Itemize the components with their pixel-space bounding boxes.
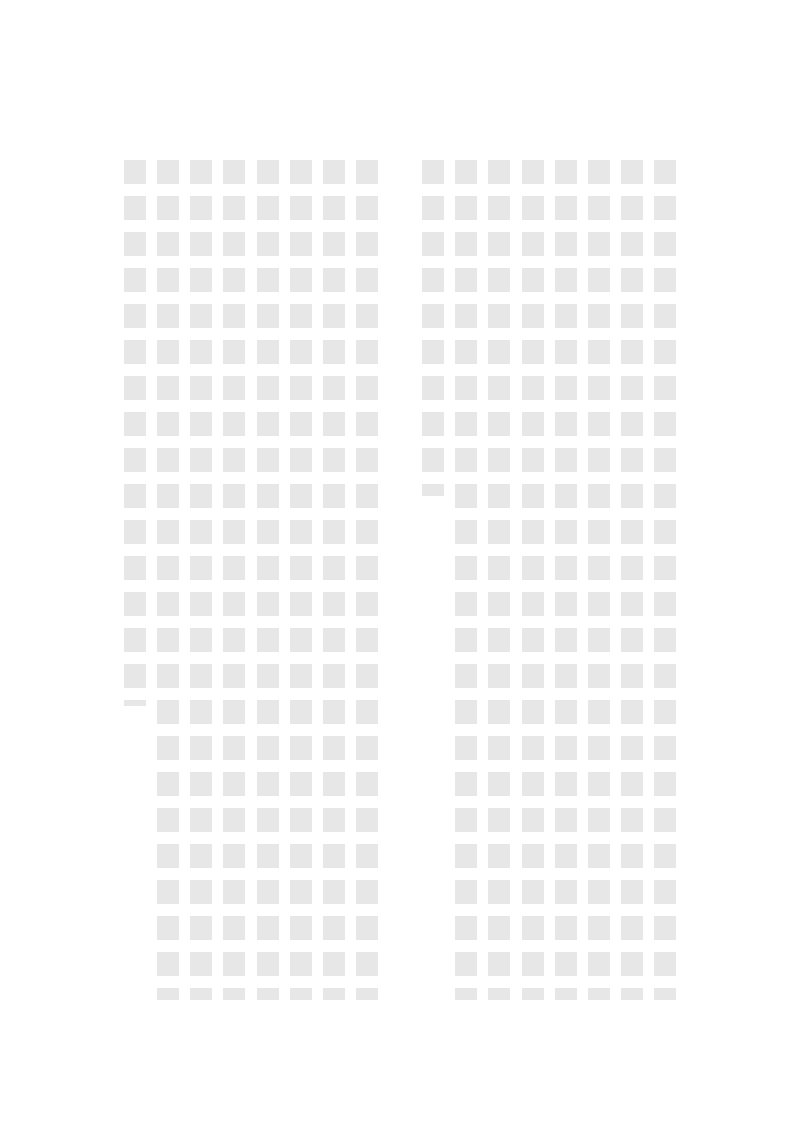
column-gap: [385, 160, 415, 1000]
text-column: [451, 160, 481, 1000]
vertical-text-block: [120, 160, 680, 1000]
text-column: [518, 160, 548, 1000]
text-column: [286, 160, 316, 1000]
text-column: [650, 160, 680, 1000]
text-column: [120, 160, 150, 1000]
text-column: [319, 160, 349, 1000]
text-column: [584, 160, 614, 1000]
text-column: [219, 160, 249, 1000]
text-column: [186, 160, 216, 1000]
text-column: [484, 160, 514, 1000]
text-column: [253, 160, 283, 1000]
text-column: [418, 160, 448, 1000]
text-column: [617, 160, 647, 1000]
text-column: [352, 160, 382, 1000]
text-column: [153, 160, 183, 1000]
text-column: [551, 160, 581, 1000]
